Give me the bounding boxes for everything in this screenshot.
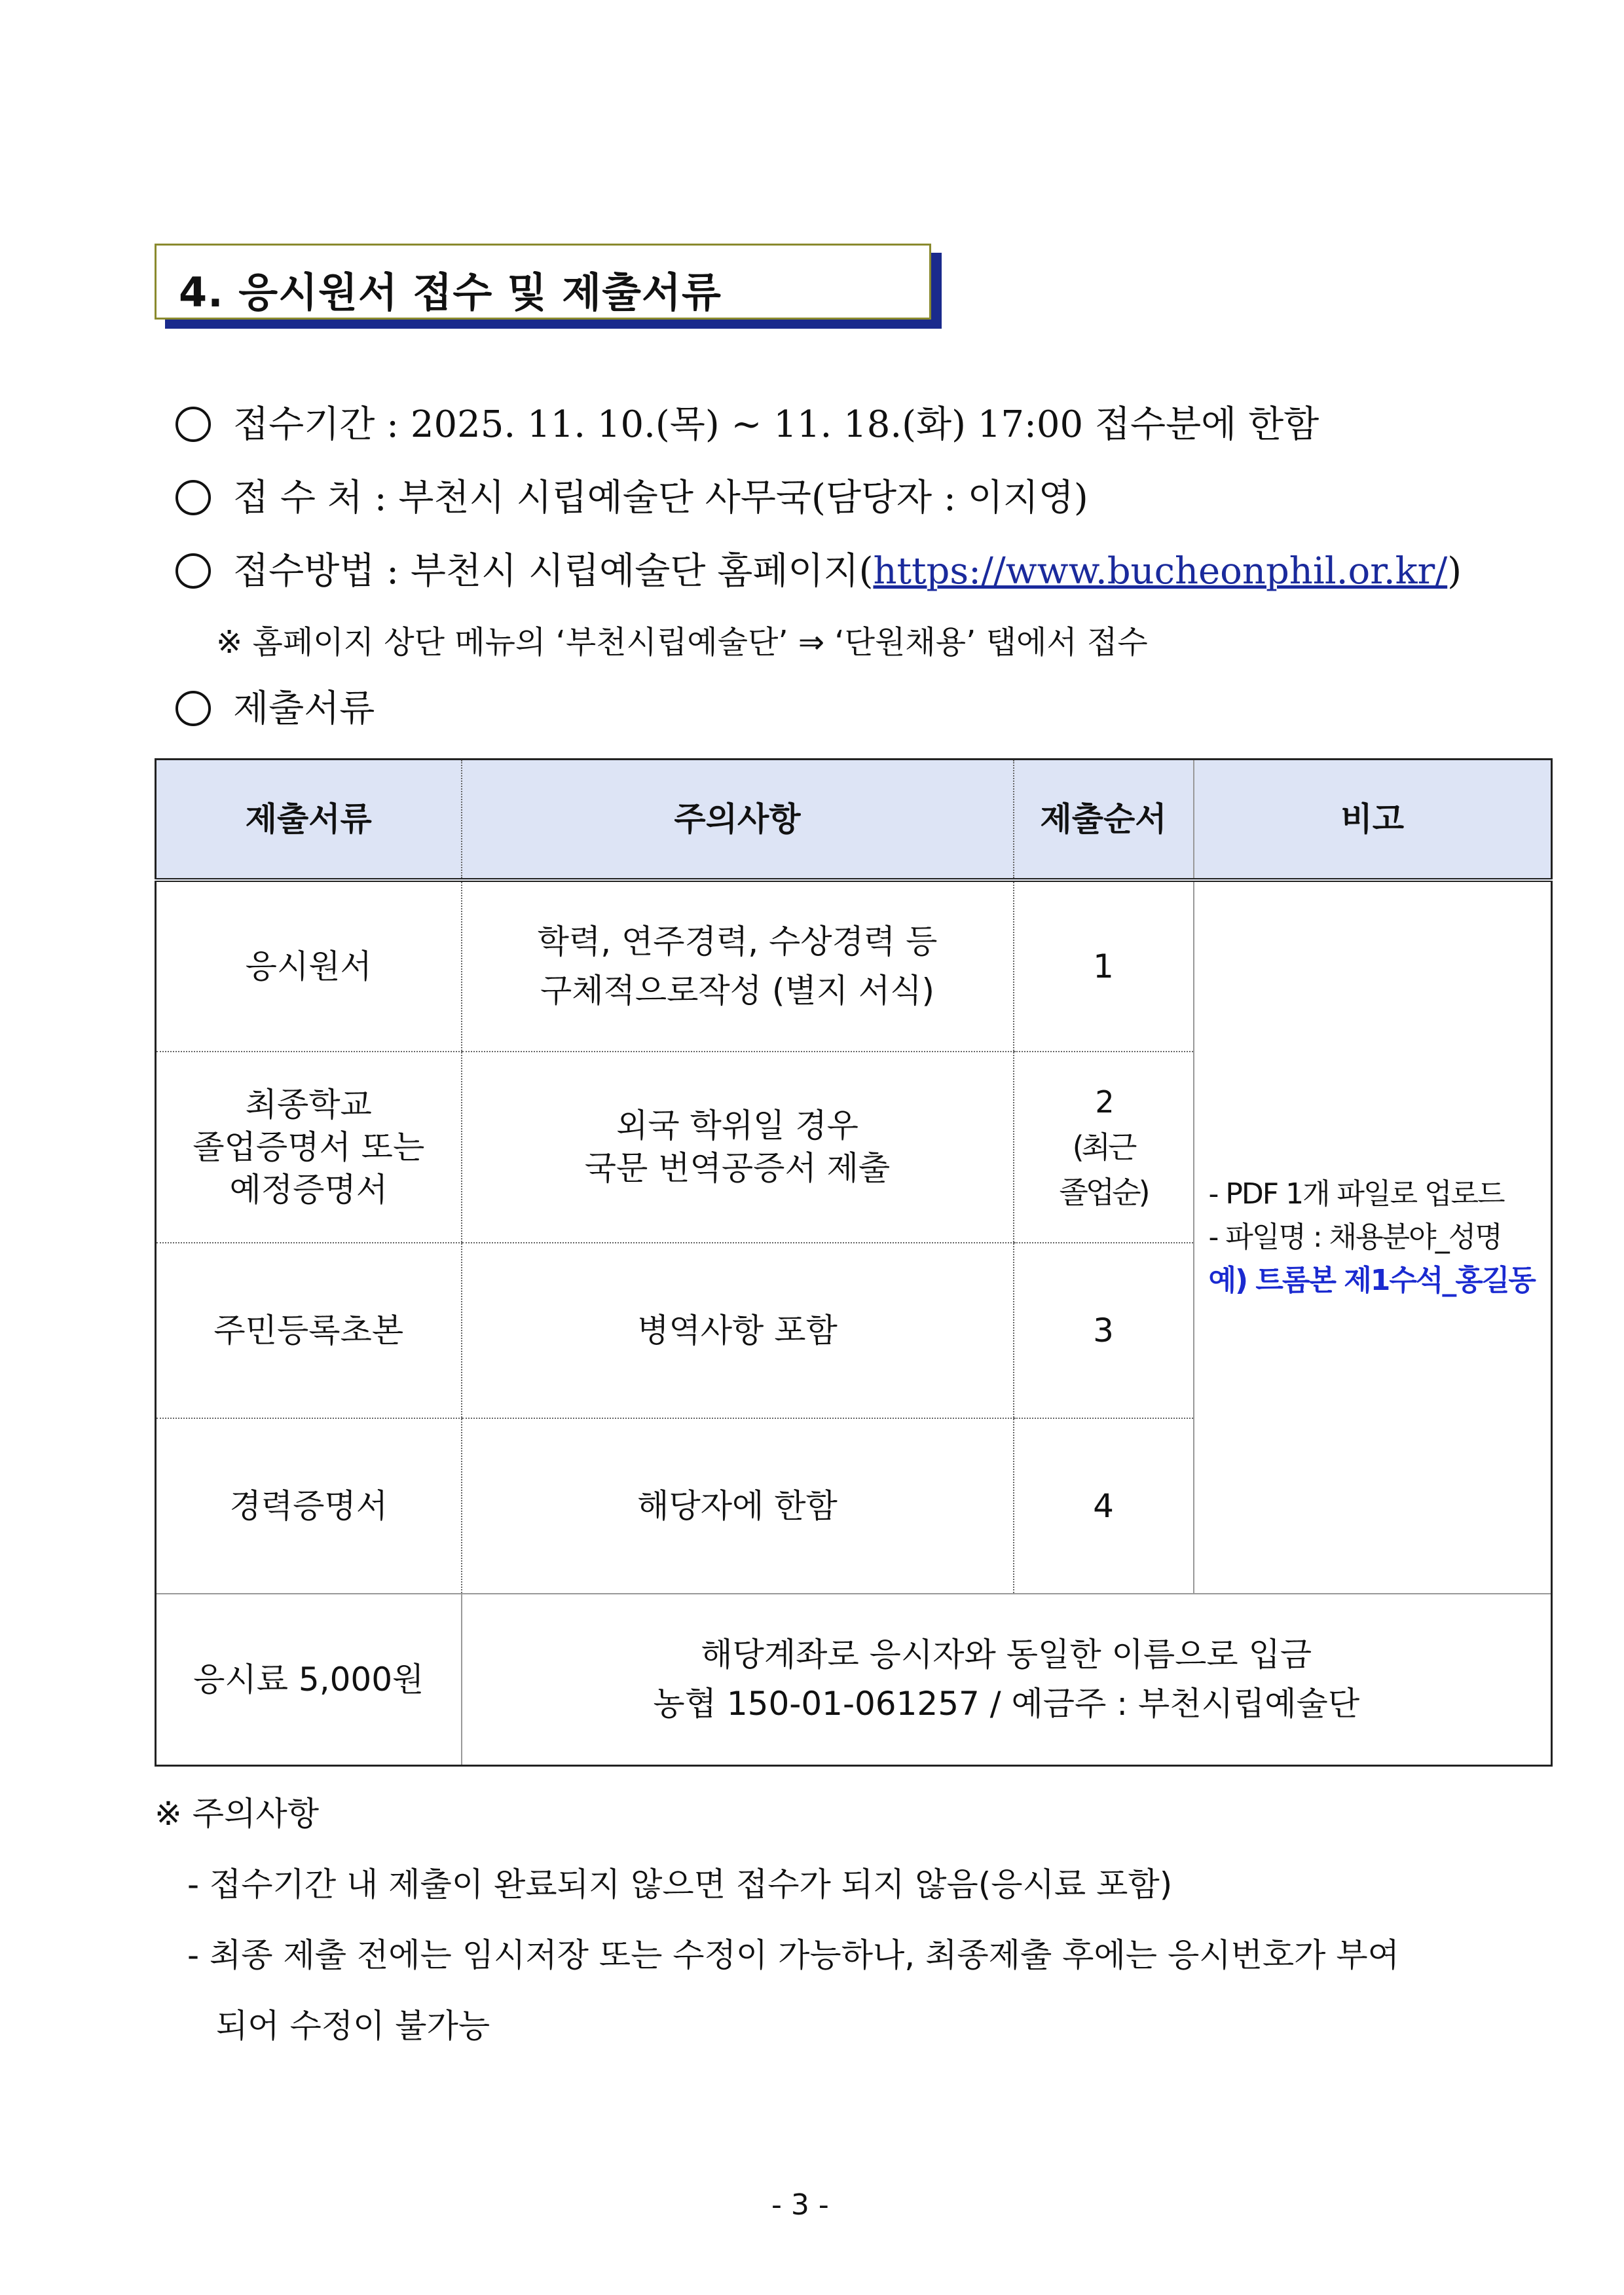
doc-line: 예정증명서 xyxy=(229,1170,388,1209)
page-number: - 3 - xyxy=(771,2188,829,2222)
homepage-link[interactable]: https://www.bucheonphil.or.kr/ xyxy=(873,550,1448,593)
remark-line: - PDF 1개 파일로 업로드 xyxy=(1208,1177,1504,1211)
fee-label: 응시료 5,000원 xyxy=(156,1594,462,1766)
header-documents: 제출서류 xyxy=(156,760,462,881)
remark-cell xyxy=(1194,880,1552,1594)
fee-line: 해당계좌로 응시자와 동일한 이름으로 입금 xyxy=(701,1636,1312,1674)
period-text: 접수기간 : 2025. 11. 10.(목) ~ 11. 18.(화) 17:00 접수분에 한함 xyxy=(233,403,1320,446)
notes-item: - 접수기간 내 제출이 완료되지 않으면 접수가 되지 않음(응시료 포함) xyxy=(187,1865,1173,1903)
table-header-row xyxy=(156,760,1552,881)
docs-heading-text: 제출서류 xyxy=(233,688,375,730)
info-method xyxy=(175,542,1462,595)
table-row xyxy=(156,880,1552,1052)
caution-cell: 해당자에 한함 xyxy=(462,1418,1014,1594)
header-caution: 주의사항 xyxy=(462,760,1014,881)
remark-example: 예) 트롬본 제1수석_홍길동 xyxy=(1208,1264,1535,1297)
header-order: 제출순서 xyxy=(1014,760,1194,881)
caution-line: 구체적으로작성 (별지 서식) xyxy=(540,972,935,1010)
method-note: ※ 홈페이지 상단 메뉴의 ‘부천시립예술단’ ⇒ ‘단원채용’ 탭에서 접수 xyxy=(216,624,1148,661)
caution-cell: 병역사항 포함 xyxy=(462,1243,1014,1418)
doc-cell: 응시원서 xyxy=(156,880,462,1052)
order-line: 2 xyxy=(1095,1084,1112,1120)
notes-item: - 최종 제출 전에는 임시저장 또는 수정이 가능하나, 최종제출 후에는 응시번호가 부여 xyxy=(187,1936,1399,1974)
info-place xyxy=(175,469,1088,521)
doc-cell: 경력증명서 xyxy=(156,1418,462,1594)
caution-line: 외국 학위일 경우 xyxy=(616,1107,858,1145)
order-line: 졸업순) xyxy=(1059,1174,1148,1210)
caution-line: 국문 번역공증서 제출 xyxy=(584,1149,891,1187)
doc-line: 졸업증명서 또는 xyxy=(193,1128,425,1166)
notes-item-continued: 되어 수정이 불가능 xyxy=(216,2007,490,2045)
method-text: 접수방법 : 부천시 시립예술단 홈페이지( xyxy=(233,550,874,593)
circle-bullet-icon xyxy=(175,480,211,515)
place-text: 접 수 처 : 부천시 시립예술단 사무국(담당자 : 이지영) xyxy=(233,477,1088,519)
order-cell xyxy=(1014,1052,1194,1243)
order-cell: 1 xyxy=(1014,880,1194,1052)
header-remark: 비고 xyxy=(1194,760,1552,881)
doc-cell xyxy=(156,1052,462,1243)
circle-bullet-icon xyxy=(175,553,211,589)
order-cell: 3 xyxy=(1014,1243,1194,1418)
remark-line: - 파일명 : 채용분야_성명 xyxy=(1208,1221,1502,1254)
section-title: 4. 응시원서 접수 및 제출서류 xyxy=(179,268,722,316)
method-suffix: ) xyxy=(1447,550,1462,593)
caution-cell xyxy=(462,1052,1014,1243)
doc-cell: 주민등록초본 xyxy=(156,1243,462,1418)
section-title-box xyxy=(155,244,931,320)
caution-line: 학력, 연주경력, 수상경력 등 xyxy=(537,923,938,961)
fee-line: 농협 150-01-061257 / 예금주 : 부천시립예술단 xyxy=(653,1685,1360,1723)
doc-line: 최종학교 xyxy=(245,1085,372,1124)
documents-table xyxy=(155,758,1553,1767)
order-line: (최근 xyxy=(1072,1129,1135,1165)
order-cell: 4 xyxy=(1014,1418,1194,1594)
circle-bullet-icon xyxy=(175,691,211,726)
circle-bullet-icon xyxy=(175,407,211,442)
info-docs-heading xyxy=(175,680,375,732)
fee-row xyxy=(156,1594,1552,1766)
fee-details xyxy=(462,1594,1552,1766)
notes-heading: ※ 주의사항 xyxy=(155,1795,319,1833)
caution-cell xyxy=(462,880,1014,1052)
info-period xyxy=(175,395,1319,448)
